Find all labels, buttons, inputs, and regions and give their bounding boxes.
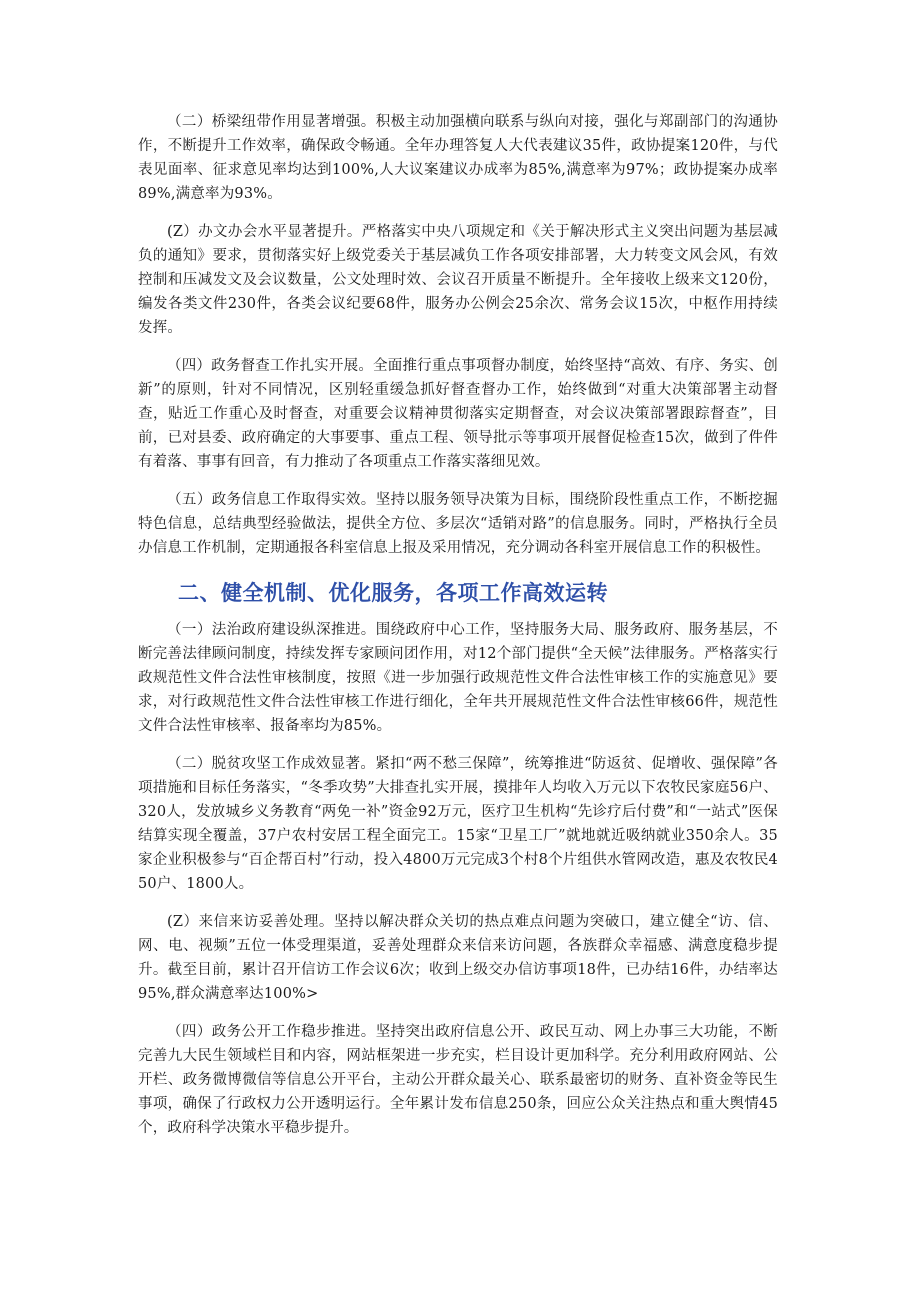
section-heading: 二、健全机制、优化服务，各项工作高效运转 bbox=[178, 581, 608, 605]
paragraph-government-openness: （四）政务公开工作稳步推进。坚持突出政府信息公开、政民互动、网上办事三大功能，不断完善九大民生领域栏目和内容，网站框架进一步充实，栏目设计更加科学。充分利用政府网站、公开栏、政务微博微信等信息公开平台，主动公开群众最关心、联系最密切的财务、直补资金等民生事项，确保了行政权力公开透明运行。全年累计发布信息250条，回应公众关注热点和重大舆情45个，政府科学决策水平稳步提升。 bbox=[138, 1024, 778, 1136]
paragraph-information: （五）政务信息工作取得实效。坚持以服务领导决策为目标，围绕阶段性重点工作，不断挖掘特色信息，总结典型经验做法，提供全方位、多层次“适销对路”的信息服务。同时，严格执行全员办信息工作机制，定期通报各科室信息上报及采用情况，充分调动各科室开展信息工作的积极性。 bbox=[138, 492, 778, 556]
paragraph-petitions: (Z）来信来访妥善处理。坚持以解决群众关切的热点难点问题为突破口，建立健全“访、信、网、电、视频”五位一体受理渠道，妥善处理群众来信来访问题，各族群众幸福感、满意度稳步提升。截至目前，累计召开信访工作会议6次；收到上级交办信访事项18件，已办结16件，办结率达95%,群众满意率达100%> bbox=[138, 914, 778, 1002]
paragraph-documents-meetings: (Z）办文办会水平显著提升。严格落实中央八项规定和《关于解决形式主义突出问题为基层减负的通知》要求，贯彻落实好上级党委关于基层减负工作各项安排部署，大力转变文风会风，有效控制和压减发文及会议数量，公文处理时效、会议召开质量不断提升。全年接收上级来文120份，编发各类文件230件，各类会议纪要68件，服务办公例会25余次、常务会议15次，中枢作用持续发挥。 bbox=[138, 224, 778, 336]
paragraph-poverty-alleviation: （二）脱贫攻坚工作成效显著。紧扣“两不愁三保障”，统筹推进“防返贫、促增收、强保障”各项措施和目标任务落实，“冬季攻势”大排查扎实开展，摸排年人均收入万元以下农牧民家庭56户、320人，发放城乡义务教育“两免一补”资金92万元，医疗卫生机构“先诊疗后付费”和“一站式”医保结算实现全覆盖，37户农村安居工程全面完工。15家“卫星工厂”就地就近吸纳就业350余人。35家企业积极参与“百企帮百村”行动，投入4800万元完成3个村8个片组供水管网改造，惠及农牧民450户、1800人。 bbox=[138, 756, 778, 892]
document-body bbox=[138, 110, 778, 1140]
paragraph-bridge-role: （二）桥梁纽带作用显著增强。积极主动加强横向联系与纵向对接，强化与郑副部门的沟通协作，不断提升工作效率，确保政令畅通。全年办理答复人大代表建议35件，政协提案120件，与代表见面率、征求意见率均达到100%,人大议案建议办成率为85%,满意率为97%；政协提案办成率89%,满意率为93%。 bbox=[138, 114, 778, 202]
paragraph-rule-of-law: （一）法治政府建设纵深推进。围绕政府中心工作，坚持服务大局、服务政府、服务基层，不断完善法律顾问制度，持续发挥专家顾问团作用，对12个部门提供“全天候”法律服务。严格落实行政规范性文件合法性审核制度，按照《进一步加强行政规范性文件合法性审核工作的实施意见》要求，对行政规范性文件合法性审核工作进行细化，全年共开展规范性文件合法性审核66件，规范性文件合法性审核率、报备率均为85%。 bbox=[138, 622, 778, 734]
paragraph-supervision: （四）政务督查工作扎实开展。全面推行重点事项督办制度，始终坚持“高效、有序、务实、创新”的原则，针对不同情况，区别轻重缓急抓好督查督办工作，始终做到“对重大决策部署主动督查，贴近工作重心及时督查，对重要会议精神贯彻落实定期督查，对会议决策部署跟踪督查”，目前，已对县委、政府确定的大事要事、重点工程、领导批示等事项开展督促检查15次，做到了件件有着落、事事有回音，有力推动了各项重点工作落实落细见效。 bbox=[138, 358, 778, 470]
